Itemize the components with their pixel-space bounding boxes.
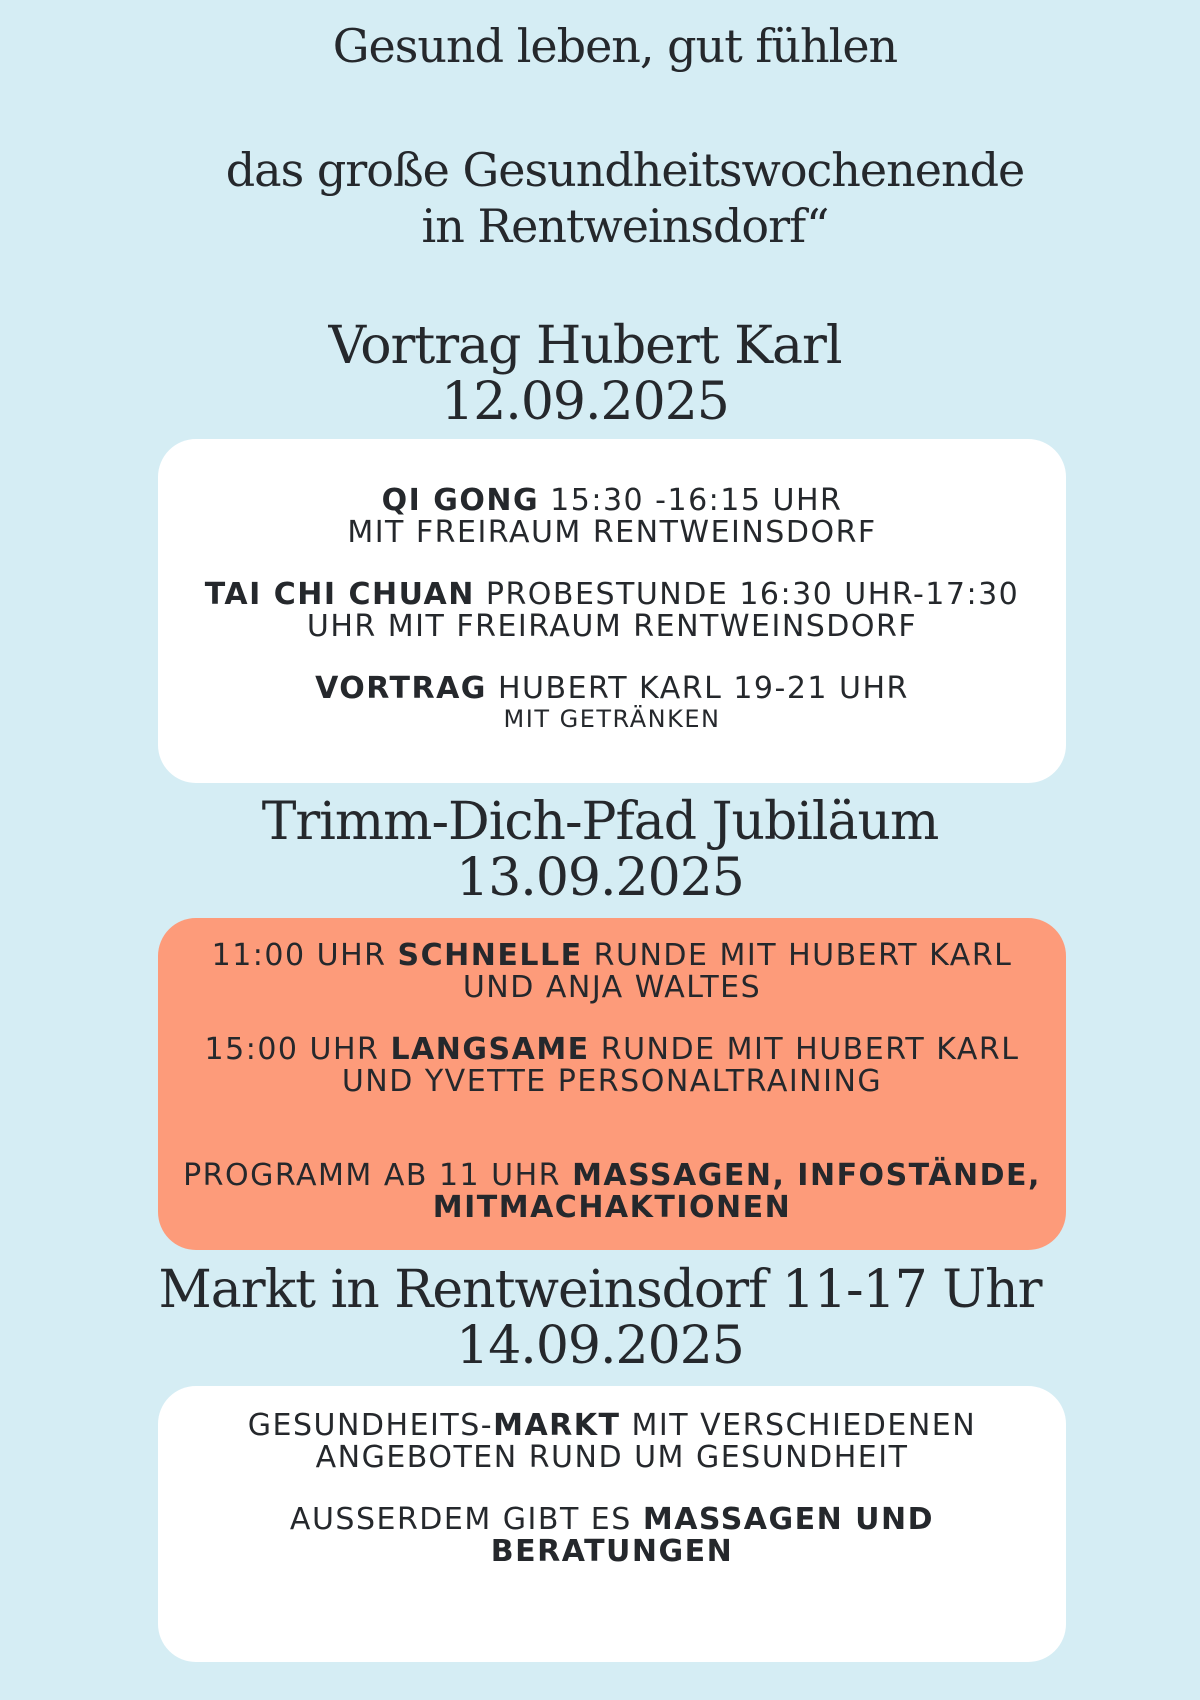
- page-subtitle: [0, 142, 1200, 254]
- entry-note: MIT GETRÄNKEN: [503, 705, 721, 733]
- entry-detail: MIT FREIRAUM RENTWEINSDORF: [347, 515, 877, 550]
- entry-time: PROGRAMM AB 11 UHR: [183, 1158, 562, 1193]
- entry-detail-2: ANGEBOTEN RUND UM GESUNDHEIT: [315, 1440, 909, 1475]
- day1-date: 12.09.2025: [441, 372, 729, 432]
- entry-title: TAI CHI CHUAN: [204, 577, 475, 612]
- entry-title: SCHNELLE: [397, 938, 583, 973]
- day2-heading: [0, 794, 1200, 906]
- day2-title: Trimm-Dich-Pfad Jubiläum: [261, 792, 939, 852]
- entry-prefix: AUSSERDEM GIBT ES: [289, 1502, 632, 1537]
- day2-entry-program: [158, 1160, 1066, 1224]
- entry-title: LANGSAME: [390, 1032, 590, 1067]
- entry-detail: UHR MIT FREIRAUM RENTWEINSDORF: [306, 609, 918, 644]
- entry-title-2: BERATUNGEN: [490, 1534, 734, 1569]
- subtitle-line-2: in Rentweinsdorf“: [421, 199, 829, 253]
- day3-entry-massages: [158, 1504, 1066, 1568]
- entry-title-2: MITMACHAKTIONEN: [432, 1190, 792, 1225]
- entry-title: MASSAGEN, INFOSTÄNDE,: [572, 1158, 1041, 1193]
- entry-time: HUBERT KARL 19-21 UHR: [497, 671, 909, 706]
- entry-title: QI GONG: [381, 483, 540, 518]
- day2-entry-fast-round: [158, 940, 1066, 1004]
- entry-detail: RUNDE MIT HUBERT KARL: [600, 1032, 1020, 1067]
- entry-title: VORTRAG: [315, 671, 487, 706]
- entry-title: MASSAGEN UND: [642, 1502, 935, 1537]
- day3-program-card: [158, 1386, 1066, 1662]
- entry-time: PROBESTUNDE 16:30 UHR-17:30: [485, 577, 1020, 612]
- day2-date: 13.09.2025: [456, 848, 744, 908]
- day1-entry-qigong: [158, 485, 1066, 549]
- day3-entry-market: [158, 1410, 1066, 1474]
- day1-entry-taichi: [158, 579, 1066, 643]
- entry-prefix: GESUNDHEITS-: [247, 1408, 494, 1443]
- entry-title: MARKT: [493, 1408, 621, 1443]
- day1-entry-vortrag: [158, 673, 1066, 733]
- day1-heading: [0, 318, 1170, 430]
- entry-detail-2: UND ANJA WALTES: [462, 970, 762, 1005]
- entry-time: 15:00 UHR: [204, 1032, 380, 1067]
- day2-entry-slow-round: [158, 1034, 1066, 1098]
- day1-title: Vortrag Hubert Karl: [328, 316, 842, 376]
- entry-detail-2: UND YVETTE PERSONALTRAINING: [341, 1064, 883, 1099]
- entry-time: 11:00 UHR: [211, 938, 387, 973]
- entry-detail: RUNDE MIT HUBERT KARL: [593, 938, 1013, 973]
- entry-detail: MIT VERSCHIEDENEN: [631, 1408, 977, 1443]
- page-title: Gesund leben, gut fühlen: [332, 19, 898, 73]
- day3-heading: [0, 1262, 1200, 1374]
- day3-date: 14.09.2025: [456, 1316, 744, 1376]
- day3-title: Markt in Rentweinsdorf 11-17 Uhr: [158, 1260, 1042, 1320]
- day2-program-card: [158, 918, 1066, 1250]
- subtitle-line-1: das große Gesundheitswochenende: [225, 143, 1025, 197]
- entry-time: 15:30 -16:15 UHR: [550, 483, 843, 518]
- day1-program-card: [158, 439, 1066, 783]
